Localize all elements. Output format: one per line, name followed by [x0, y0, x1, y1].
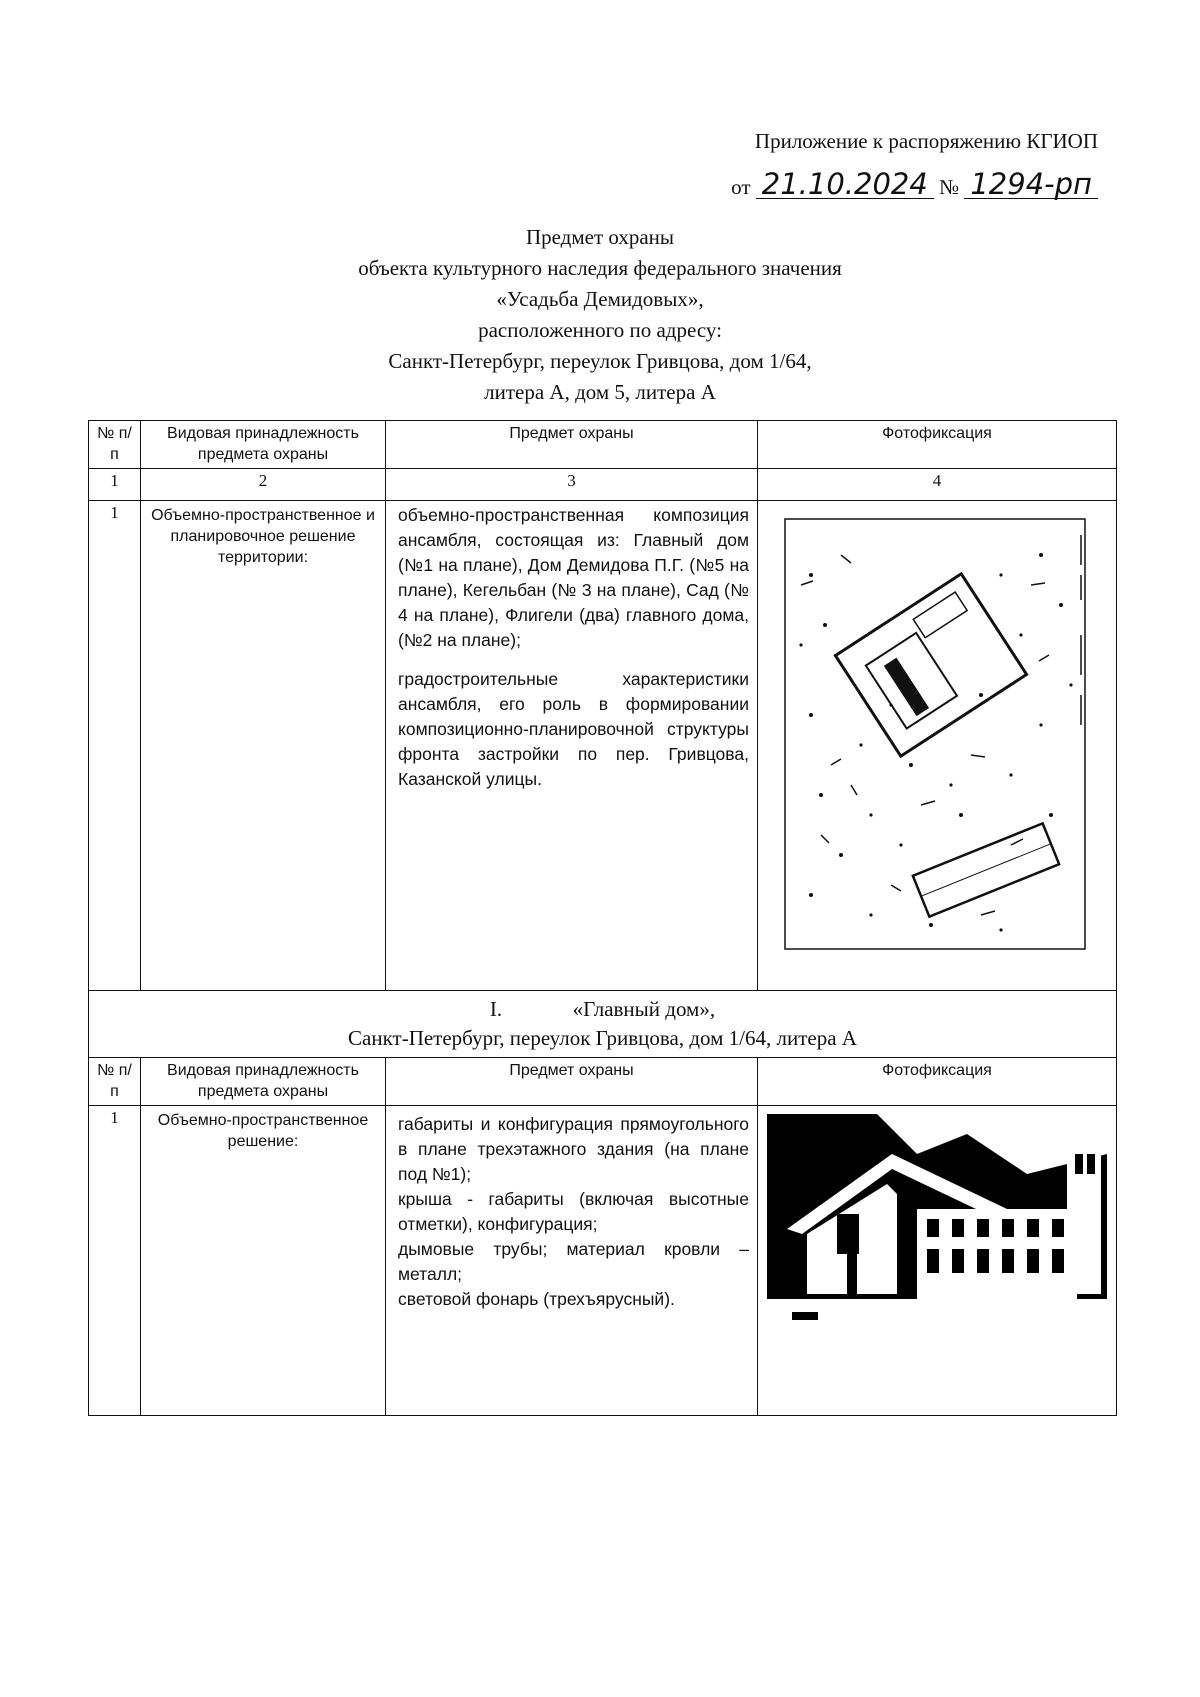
section-title [95, 995, 1110, 1024]
header-subject: Предмет охраны [386, 421, 758, 469]
table-row [89, 501, 1117, 991]
protection-table [88, 420, 1117, 1416]
header-photo-2: Фотофиксация [758, 1058, 1117, 1106]
attachment-number: 1294-рп [964, 170, 1098, 199]
row-type: Объемно-пространственное и планировочное решение территории: [141, 501, 386, 991]
attachment-title: Приложение к распоряжению КГИОП [754, 129, 1098, 153]
row-num-2: 1 [89, 1106, 141, 1416]
section-name: «Главный дом», [572, 997, 716, 1021]
attachment-date: 21.10.2024 [756, 170, 934, 199]
header-type-2: Видовая принадлежность предмета охраны [141, 1058, 386, 1106]
from-label: от [731, 175, 751, 199]
title-line-2: объекта культурного наследия федерального значения [358, 256, 842, 280]
row-type-2: Объемно-пространственное решение: [141, 1106, 386, 1416]
title-line-6: литера А, дом 5, литера А [484, 380, 716, 404]
table-header-row [89, 421, 1117, 469]
subject-line-4: световой фонарь (трехъярусный). [398, 1289, 675, 1309]
subject-line-2: крыша - габариты (включая высотные отметки), конфигурация; [398, 1189, 749, 1234]
table-header-row-2 [89, 1058, 1117, 1106]
subject-line-1: габариты и конфигурация прямоугольного в плане трехэтажного здания (на плане под №1); [398, 1114, 749, 1184]
plan-photo-cell [758, 501, 1117, 991]
col-number-2: 2 [141, 469, 386, 501]
document-title [0, 222, 1200, 408]
subject-paragraph-1: объемно-пространственная композиция ансамбля, состоящая из: Главный дом (№1 на плане), Дом Демидова П.Г. (№5 на плане), Кегельбан (№ 3 на плане), Сад (№ 4 на плане), Флигели (два) главного дома, (№2 на плане); [398, 505, 749, 650]
attachment-date-number [731, 167, 1098, 202]
row-subject [386, 501, 758, 991]
building-photo-cell [758, 1106, 1117, 1416]
row-subject-2 [386, 1106, 758, 1416]
attachment-block [731, 126, 1098, 202]
column-numbers-row [89, 469, 1117, 501]
subject-line-3: дымовые трубы; материал кровли – металл; [398, 1239, 749, 1284]
building-photo-image [767, 1114, 1107, 1334]
title-line-3: «Усадьба Демидовых», [496, 287, 704, 311]
table-row [89, 1106, 1117, 1416]
number-label: № [939, 175, 960, 199]
header-num: № п/п [89, 421, 141, 469]
section-roman: I. [489, 997, 503, 1021]
section-header-row [89, 991, 1117, 1058]
title-line-4: расположенного по адресу: [478, 318, 722, 342]
title-line-5: Санкт-Петербург, переулок Гривцова, дом 1/64, [388, 349, 812, 373]
section-address: Санкт-Петербург, переулок Гривцова, дом 1/64, литера А [348, 1026, 857, 1050]
col-number-1: 1 [89, 469, 141, 501]
header-type: Видовая принадлежность предмета охраны [141, 421, 386, 469]
section-header [89, 991, 1117, 1058]
col-number-3: 3 [386, 469, 758, 501]
subject-paragraph-2: градостроительные характеристики ансамбля, его роль в формировании композиционно-планировочной структуры фронта застройки по пер. Гривцова, Казанской улицы. [398, 669, 749, 789]
col-number-4: 4 [758, 469, 1117, 501]
header-subject-2: Предмет охраны [386, 1058, 758, 1106]
header-num-2: № п/п [89, 1058, 141, 1106]
site-plan-image [781, 515, 1093, 955]
row-num: 1 [89, 501, 141, 991]
header-photo: Фотофиксация [758, 421, 1117, 469]
title-line-1: Предмет охраны [525, 225, 675, 249]
